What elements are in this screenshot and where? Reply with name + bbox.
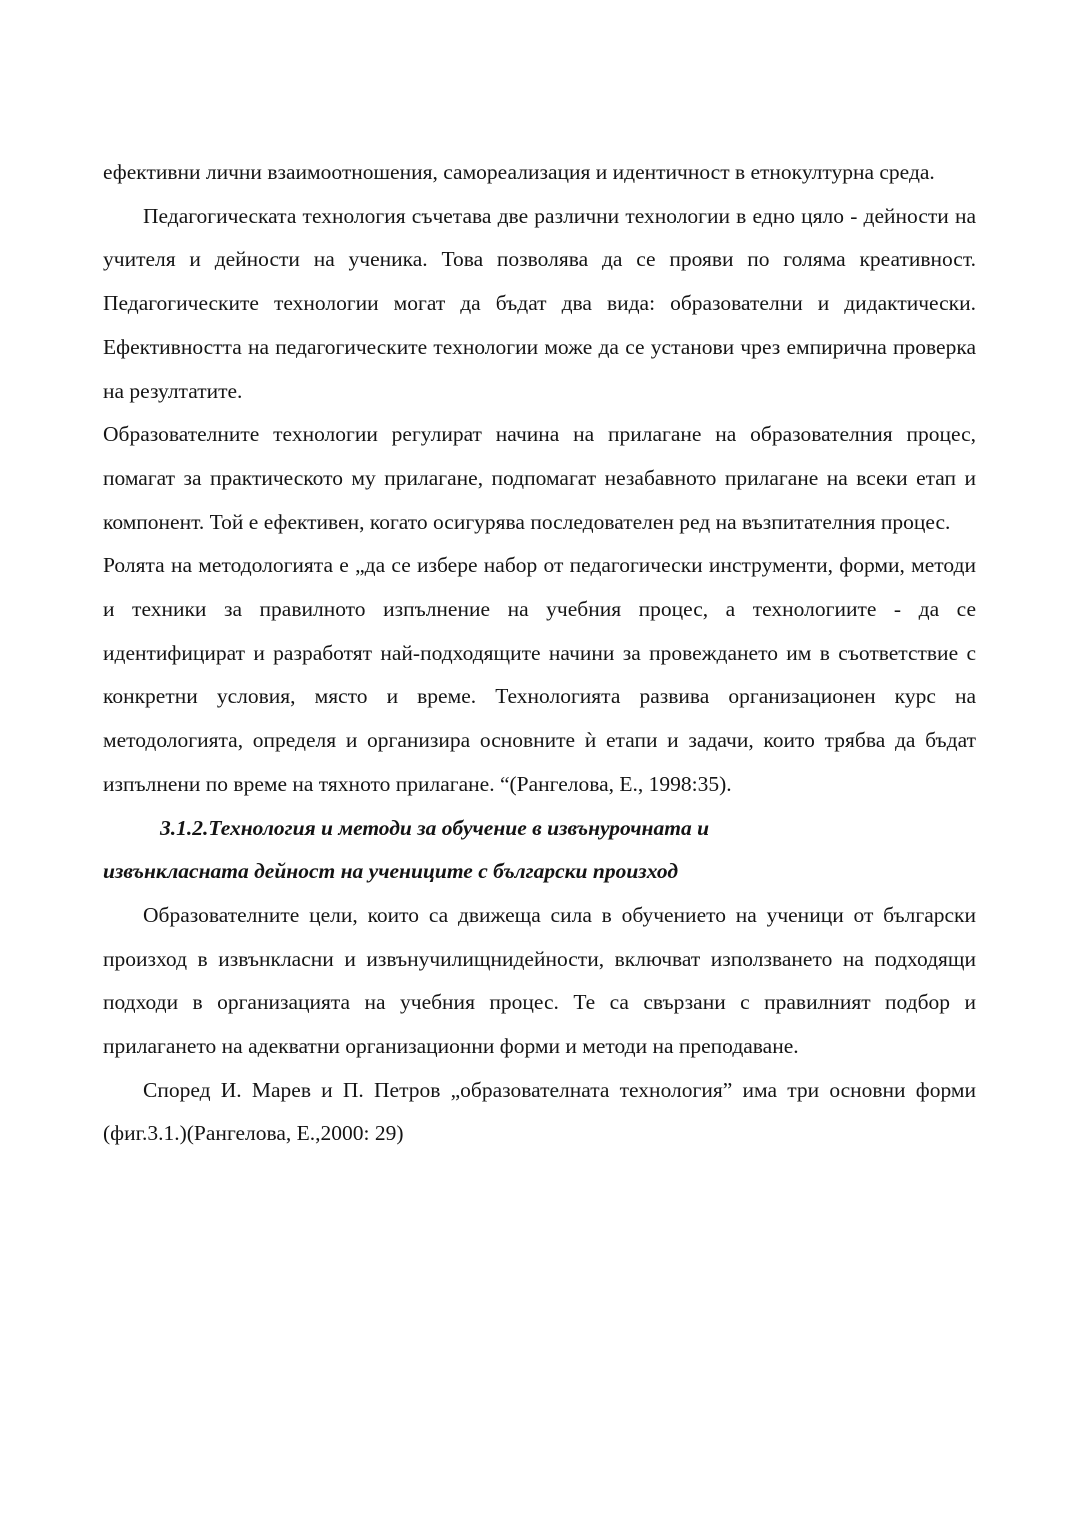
paragraph-methodology-role: Ролята на методологията е „да се избере набор от педагогически инструменти, форми, методи и техники за правилното изпълнение на учебния процес, а технологиите - да се идентифицират и разработят най-подходящите начини за провеждането им в съответствие с конкретни условия, място и време. Технологията развива организационен курс на методологията, определя и организира основните ѝ етапи и задачи, които трябва да бъдат изпълнени по време на тяхното прилагане. “(Рангелова, Е., 1998:35). xyxy=(103,553,976,796)
section-heading xyxy=(103,807,976,894)
section-heading-line2: извънкласната дейност на учениците с български произход xyxy=(103,859,679,884)
paragraph-three-forms: Според И. Марев и П. Петров „образователната технология” има три основни форми (фиг.3.1.)(Рангелова, Е.,2000: 29) xyxy=(103,1077,976,1146)
paragraph-educational-goals: Образователните цели, които са движеща сила в обучението на ученици от български произход в извънкласни и извънучилищнидейности, включват използването на подходящи подходи в организацията на учебния процес. Те са свързани с правилният подбор и прилагането на адекватни организационни форми и методи на преподаване. xyxy=(103,902,976,1059)
document-page xyxy=(103,151,976,1156)
paragraph-educational-technologies: Образователните технологии регулират начина на прилагане на образователния процес, помагат за практическото му прилагане, подпомагат незабавното прилагане на всеки етап и компонент. Той е ефективен, когато осигурява последователен ред на възпитателния процес. xyxy=(103,422,976,534)
paragraph-pedagogical-technology: Педагогическата технология съчетава две различни технологии в едно цяло - дейности на учителя и дейности на ученика. Това позволява да се прояви по голяма креативност. Педагогическите технологии могат да бъдат два вида: образователни и дидактически. Ефективността на педагогическите технологии може да се установи чрез емпирична проверка на резултатите. xyxy=(103,203,976,403)
paragraph-continuation: ефективни лични взаимоотношения, самореализация и идентичност в етнокултурна среда. xyxy=(103,160,935,184)
section-heading-line1: 3.1.2.Технология и методи за обучение в извънурочната и xyxy=(160,815,710,840)
